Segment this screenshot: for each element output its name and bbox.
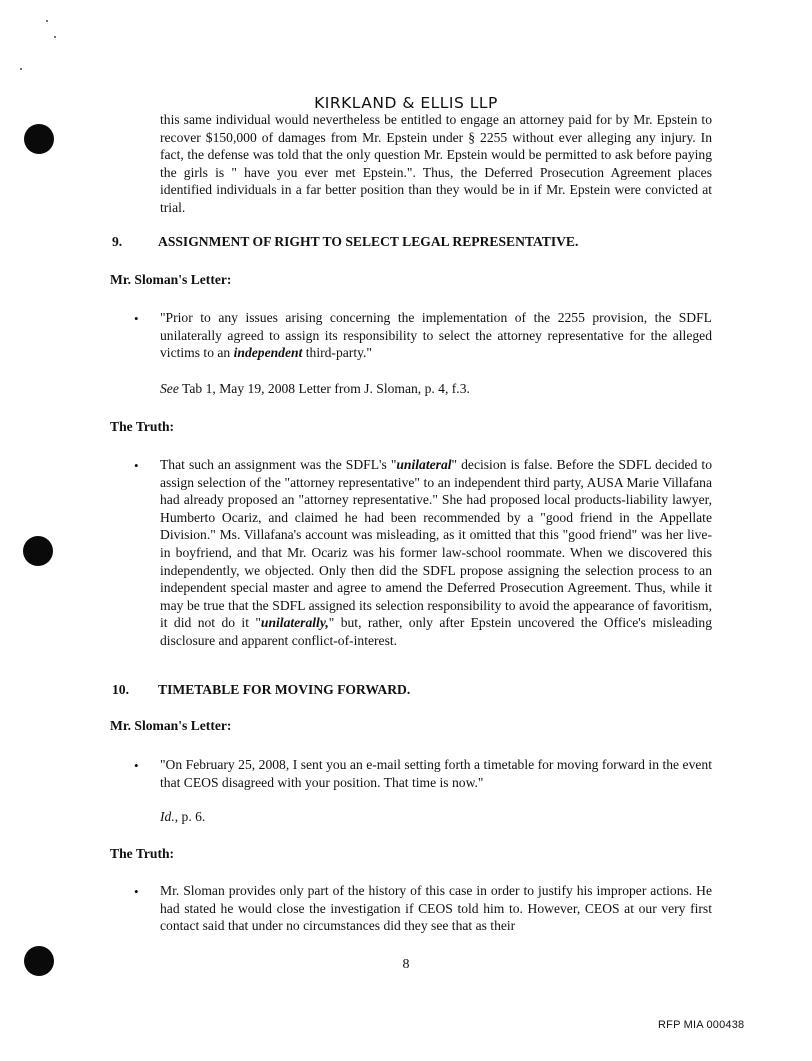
page-number: 8 (402, 957, 410, 972)
section-10-number: 10. (112, 682, 129, 697)
bullet-icon: • (134, 458, 139, 473)
emphasis-unilaterally: unilaterally, (260, 615, 329, 631)
bullet-icon: • (134, 311, 139, 326)
emphasis-independent: independent (233, 345, 303, 361)
section-10-citation: Id., p. 6. (160, 809, 206, 824)
firm-letterhead: KIRKLAND & ELLIS LLP (314, 94, 498, 112)
section-10-truth-label: The Truth: (110, 846, 175, 861)
section-9-quote: "Prior to any issues arising concerning the implementation of the 2255 provision, the SDFL unilaterally agreed to assign its responsibility to select the attorney representative for the alleged victims to an independent third-party." (160, 310, 712, 361)
emphasis-unilateral: unilateral (396, 457, 452, 472)
section-9-letter-label: Mr. Sloman's Letter: (110, 272, 232, 287)
punch-hole-middle (23, 536, 53, 566)
section-9-title: ASSIGNMENT OF RIGHT TO SELECT LEGAL REPRESENTATIVE. (158, 234, 579, 249)
scan-speck (20, 68, 22, 70)
bullet-icon: • (134, 758, 139, 773)
section-9-number: 9. (112, 234, 123, 249)
section-10-truth-paragraph: Mr. Sloman provides only part of the history of this case in order to justify his improper actions. He had stated he would close the investigation if CEOS told him to. However, CEOS at our very first contact said that under no circumstances did they see that as their (160, 883, 712, 934)
section-9-truth-paragraph: That such an assignment was the SDFL's "unilateral" decision is false. Before the SDFL decided to assign selection of the "attorney representative" to an independent third party, AUSA Marie Villafana had already proposed an "attorney representative." She had proposed local products-liability lawyer, Humberto Ocariz, and claimed he had been recommended by a "good friend in the Appellate Division." Ms. Villafana's account was misleading, as it omitted that this "good friend" was her live-in boyfriend, and that Mr. Ocariz was his former law-school roommate. When we discovered this independently, we objected. Only then did the SDFL propose assigning the selection process to an independent special master and agree to amend the Deferred Prosecution Agreement. Thus, while it may be true that the SDFL assigned its selection responsibility to avoid the appearance of favoritism, it did not do it "unilaterally," but, rather, only after Epstein uncovered the Office's misleading disclosure and apparent conflict-of-interest. (160, 457, 712, 648)
section-10-letter-label: Mr. Sloman's Letter: (110, 718, 232, 733)
section-9-truth-label: The Truth: (110, 419, 175, 434)
scan-speck (54, 36, 56, 38)
section-10-heading (112, 682, 410, 698)
section-10-title: TIMETABLE FOR MOVING FORWARD. (158, 682, 411, 697)
scan-speck (46, 20, 48, 22)
punch-hole-top (24, 124, 54, 154)
bates-number: RFP MIA 000438 (658, 1019, 745, 1031)
section-9-citation: See Tab 1, May 19, 2008 Letter from J. Sloman, p. 4, f.3. (160, 381, 470, 396)
section-9-heading (112, 234, 578, 250)
intro-paragraph: this same individual would nevertheless be entitled to engage an attorney paid for by Mr. Epstein to recover $150,000 of damages from Mr. Epstein under § 2255 without ever alleging any injury. In fact, the defense was told that the only question Mr. Epstein would be permitted to ask before paying the girls is " have you ever met Epstein.". Thus, the Deferred Prosecution Agreement places identified individuals in a far better position than they would be in if Mr. Epstein were convicted at trial. (160, 112, 712, 215)
bullet-icon: • (134, 884, 139, 899)
section-10-quote: "On February 25, 2008, I sent you an e-mail setting forth a timetable for moving forward in the event that CEOS disagreed with your position. That time is now." (160, 757, 712, 790)
